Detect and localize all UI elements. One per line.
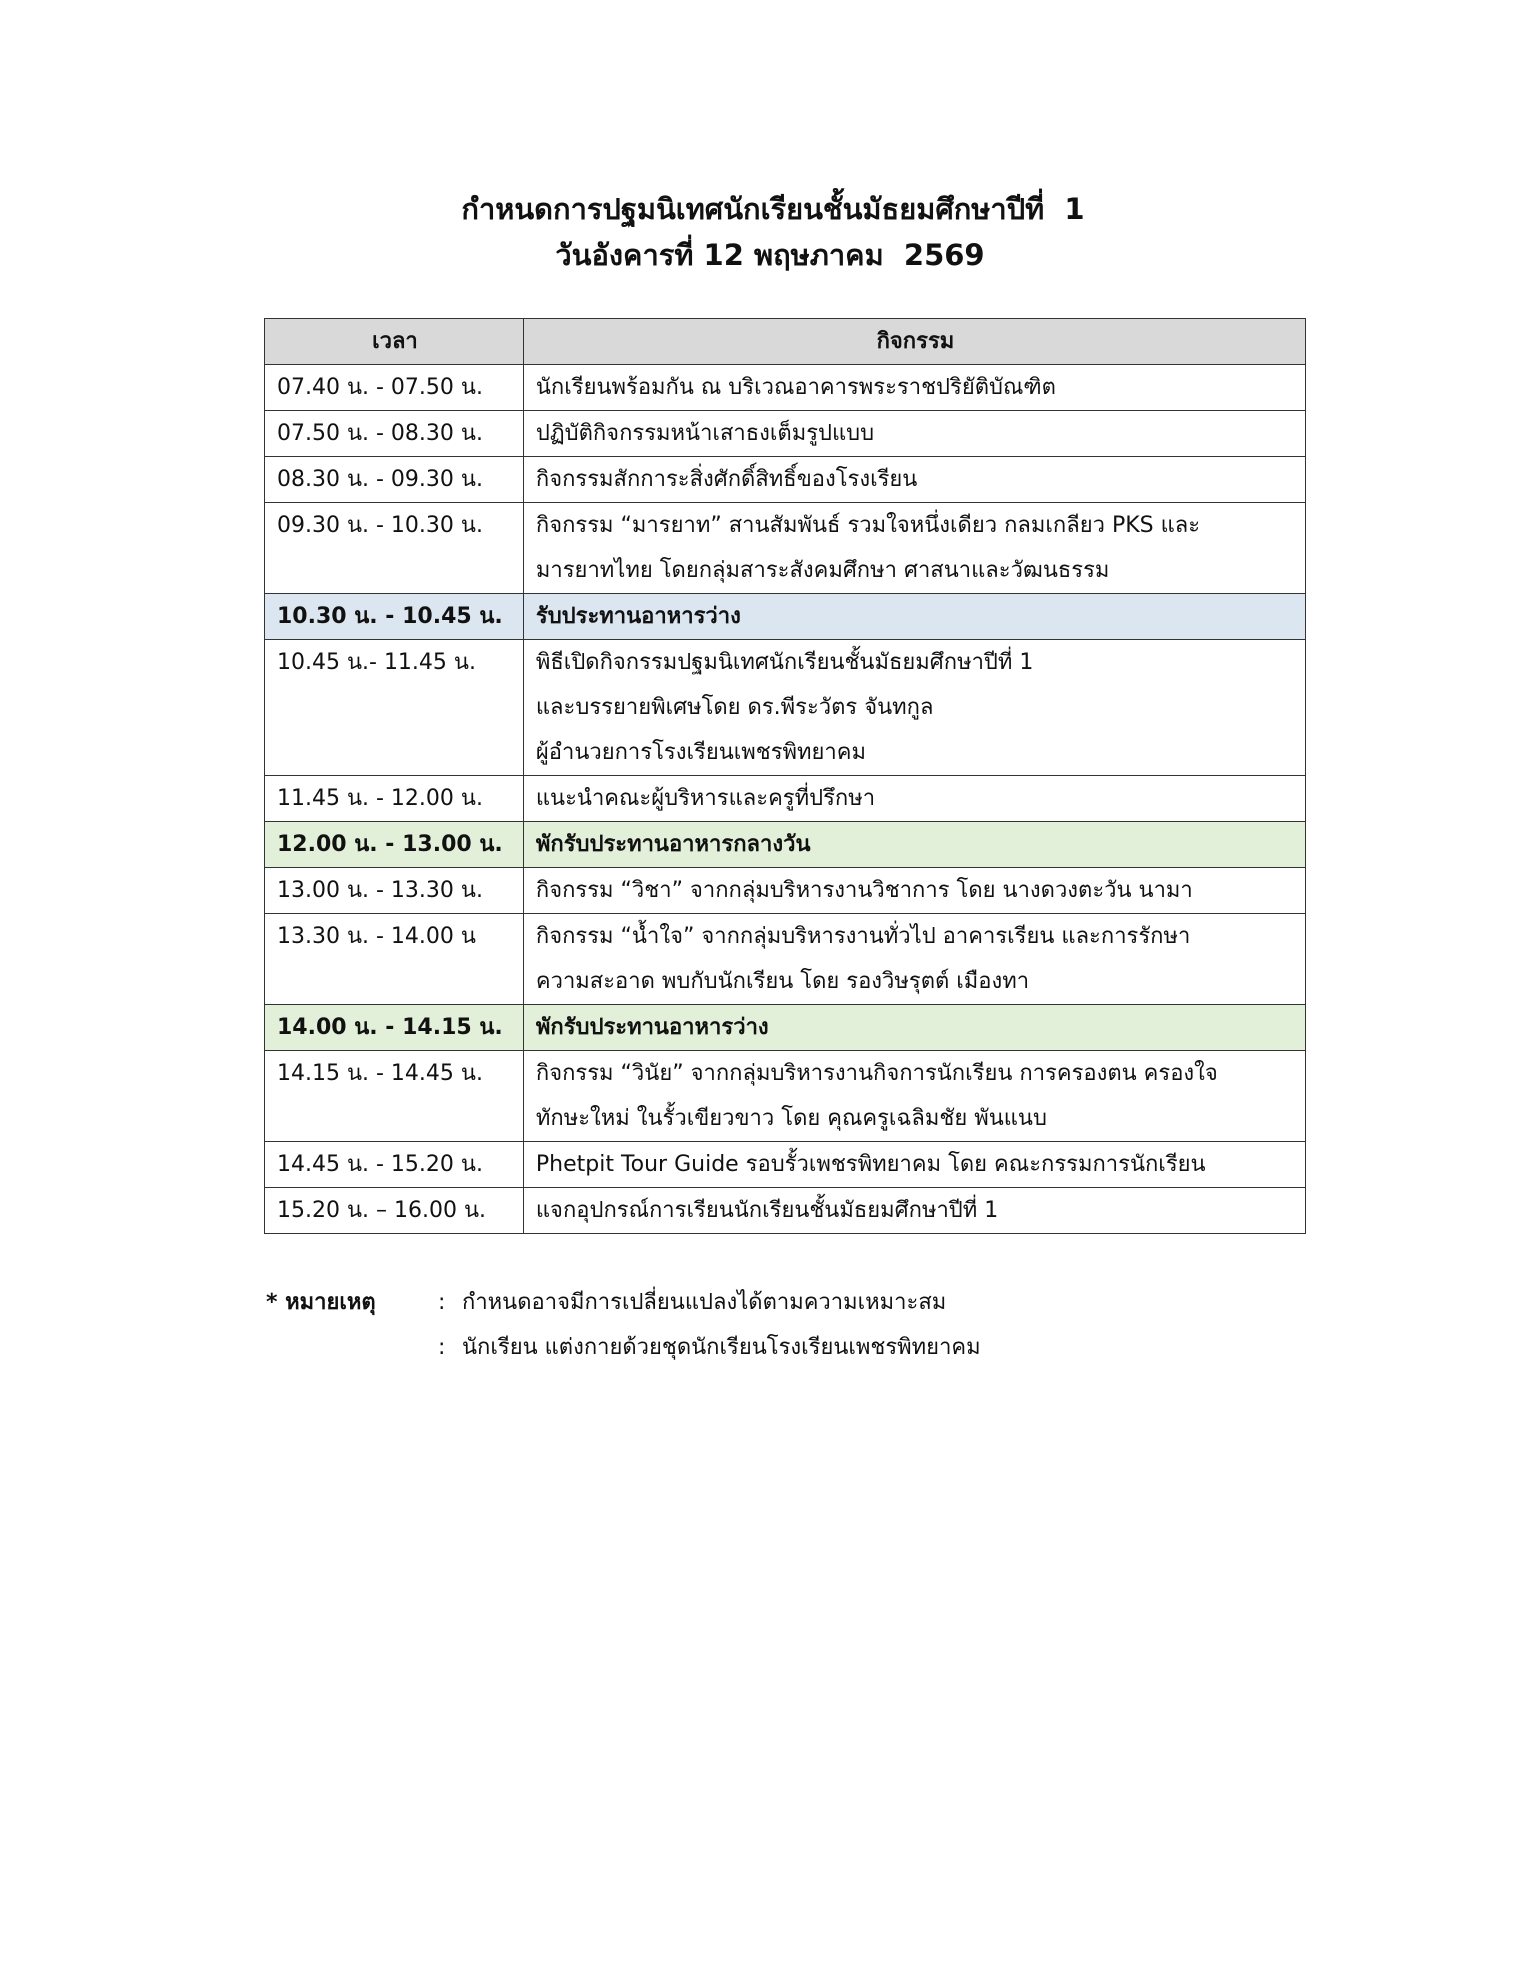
activity-text: กิจกรรม “วิชา” จากกลุ่มบริหารงานวิชาการ โดย นางดวงตะวัน นามา xyxy=(535,878,1193,903)
time-text: 14.45 น. - 15.20 น. xyxy=(277,1152,483,1177)
activity-cell xyxy=(523,1142,1305,1188)
activity-cell xyxy=(523,640,1305,776)
time-text: 07.40 น. - 07.50 น. xyxy=(277,375,483,400)
table-row xyxy=(265,1188,1306,1234)
activity-text: พิธีเปิดกิจกรรมปฐมนิเทศนักเรียนชั้นมัธยมศึกษาปีที่ 1 xyxy=(535,650,1034,675)
time-cell xyxy=(265,503,524,594)
activity-text: Phetpit Tour Guide รอบรั้วเพชรพิทยาคม โดย คณะกรรมการนักเรียน xyxy=(535,1152,1206,1177)
time-text: 14.00 น. - 14.15 น. xyxy=(277,1015,503,1040)
table-row xyxy=(265,1142,1306,1188)
table-row xyxy=(265,503,1306,594)
column-header-time: เวลา xyxy=(265,319,524,365)
note-text: กำหนดอาจมีการเปลี่ยนแปลงได้ตามความเหมาะสม xyxy=(462,1290,947,1315)
activity-text: กิจกรรมสักการะสิ่งศักดิ์สิทธิ์ของโรงเรียน xyxy=(535,467,918,492)
note-row xyxy=(266,1325,981,1370)
notes-section xyxy=(266,1280,981,1370)
title-line-2: วันอังคารที่ 12 พฤษภาคม 2569 xyxy=(555,238,985,272)
table-row xyxy=(265,640,1306,776)
time-cell xyxy=(265,640,524,776)
table-row xyxy=(265,457,1306,503)
time-text: 15.20 น. – 16.00 น. xyxy=(277,1198,486,1223)
activity-text: ปฏิบัติกิจกรรมหน้าเสาธงเต็มรูปแบบ xyxy=(535,421,875,446)
activity-text: พักรับประทานอาหารว่าง xyxy=(535,1015,769,1040)
table-row xyxy=(265,822,1306,868)
activity-cell xyxy=(523,868,1305,914)
activity-cell xyxy=(523,1005,1305,1051)
table-row xyxy=(265,594,1306,640)
document-title xyxy=(0,186,1530,278)
note-label: * หมายเหตุ xyxy=(266,1290,376,1315)
activity-text: กิจกรรม “น้ำใจ” จากกลุ่มบริหารงานทั่วไป อาคารเรียน และการรักษา xyxy=(535,924,1191,949)
time-text: 09.30 น. - 10.30 น. xyxy=(277,513,483,538)
activity-cell xyxy=(523,1188,1305,1234)
activity-text: พักรับประทานอาหารกลางวัน xyxy=(535,832,811,857)
activity-text: กิจกรรม “วินัย” จากกลุ่มบริหารงานกิจการนักเรียน การครองตน ครองใจ xyxy=(535,1061,1218,1086)
note-row xyxy=(266,1280,981,1325)
time-cell xyxy=(265,594,524,640)
activity-cell xyxy=(523,503,1305,594)
time-text: 07.50 น. - 08.30 น. xyxy=(277,421,483,446)
time-cell xyxy=(265,1005,524,1051)
activity-cell xyxy=(523,365,1305,411)
activity-text: แนะนำคณะผู้บริหารและครูที่ปรึกษา xyxy=(535,786,876,811)
title-line-1: กำหนดการปฐมนิเทศนักเรียนชั้นมัธยมศึกษาปีที่ 1 xyxy=(461,192,1085,226)
activity-text: ความสะอาด พบกับนักเรียน โดย รองวิษรุตต์ เมืองทา xyxy=(535,969,1030,994)
time-text: 11.45 น. - 12.00 น. xyxy=(277,786,483,811)
time-cell xyxy=(265,365,524,411)
time-cell xyxy=(265,1051,524,1142)
time-text: 12.00 น. - 13.00 น. xyxy=(277,832,503,857)
time-cell xyxy=(265,822,524,868)
time-text: 10.30 น. - 10.45 น. xyxy=(277,604,503,629)
table-row xyxy=(265,868,1306,914)
note-text: นักเรียน แต่งกายด้วยชุดนักเรียนโรงเรียนเพชรพิทยาคม xyxy=(462,1335,981,1360)
activity-text: นักเรียนพร้อมกัน ณ บริเวณอาคารพระราชปริยัติบัณฑิต xyxy=(535,375,1056,400)
table-row xyxy=(265,1051,1306,1142)
table-row xyxy=(265,776,1306,822)
activity-cell xyxy=(523,822,1305,868)
activity-text: กิจกรรม “มารยาท” สานสัมพันธ์ รวมใจหนึ่งเดียว กลมเกลียว PKS และ xyxy=(535,513,1201,538)
activity-cell xyxy=(523,1051,1305,1142)
table-row xyxy=(265,411,1306,457)
time-text: 13.30 น. - 14.00 น xyxy=(277,924,476,949)
table-header-row xyxy=(265,319,1306,365)
activity-text: มารยาทไทย โดยกลุ่มสาระสังคมศึกษา ศาสนาและวัฒนธรรม xyxy=(535,558,1110,583)
time-text: 08.30 น. - 09.30 น. xyxy=(277,467,483,492)
table-row xyxy=(265,365,1306,411)
activity-cell xyxy=(523,457,1305,503)
activity-text: และบรรยายพิเศษโดย ดร.พีระวัตร จันทกูล xyxy=(535,695,934,720)
time-text: 14.15 น. - 14.45 น. xyxy=(277,1061,483,1086)
schedule-body xyxy=(265,365,1306,1234)
note-separator: : xyxy=(438,1290,446,1315)
time-cell xyxy=(265,1188,524,1234)
activity-cell xyxy=(523,411,1305,457)
time-cell xyxy=(265,868,524,914)
time-cell xyxy=(265,411,524,457)
note-label-spacer xyxy=(266,1325,438,1370)
time-cell xyxy=(265,1142,524,1188)
table-row xyxy=(265,914,1306,1005)
time-cell xyxy=(265,776,524,822)
activity-cell xyxy=(523,594,1305,640)
activity-text: ทักษะใหม่ ในรั้วเขียวขาว โดย คุณครูเฉลิมชัย พันแนบ xyxy=(535,1106,1047,1131)
note-separator: : xyxy=(438,1335,446,1360)
activity-cell xyxy=(523,914,1305,1005)
activity-text: ผู้อำนวยการโรงเรียนเพชรพิทยาคม xyxy=(535,740,866,765)
time-cell xyxy=(265,457,524,503)
schedule-table xyxy=(264,318,1306,1234)
table-row xyxy=(265,1005,1306,1051)
column-header-activity: กิจกรรม xyxy=(523,319,1305,365)
activity-cell xyxy=(523,776,1305,822)
activity-text: แจกอุปกรณ์การเรียนนักเรียนชั้นมัธยมศึกษาปีที่ 1 xyxy=(535,1198,999,1223)
activity-text: รับประทานอาหารว่าง xyxy=(535,604,741,629)
time-text: 13.00 น. - 13.30 น. xyxy=(277,878,483,903)
time-text: 10.45 น.- 11.45 น. xyxy=(277,650,476,675)
time-cell xyxy=(265,914,524,1005)
